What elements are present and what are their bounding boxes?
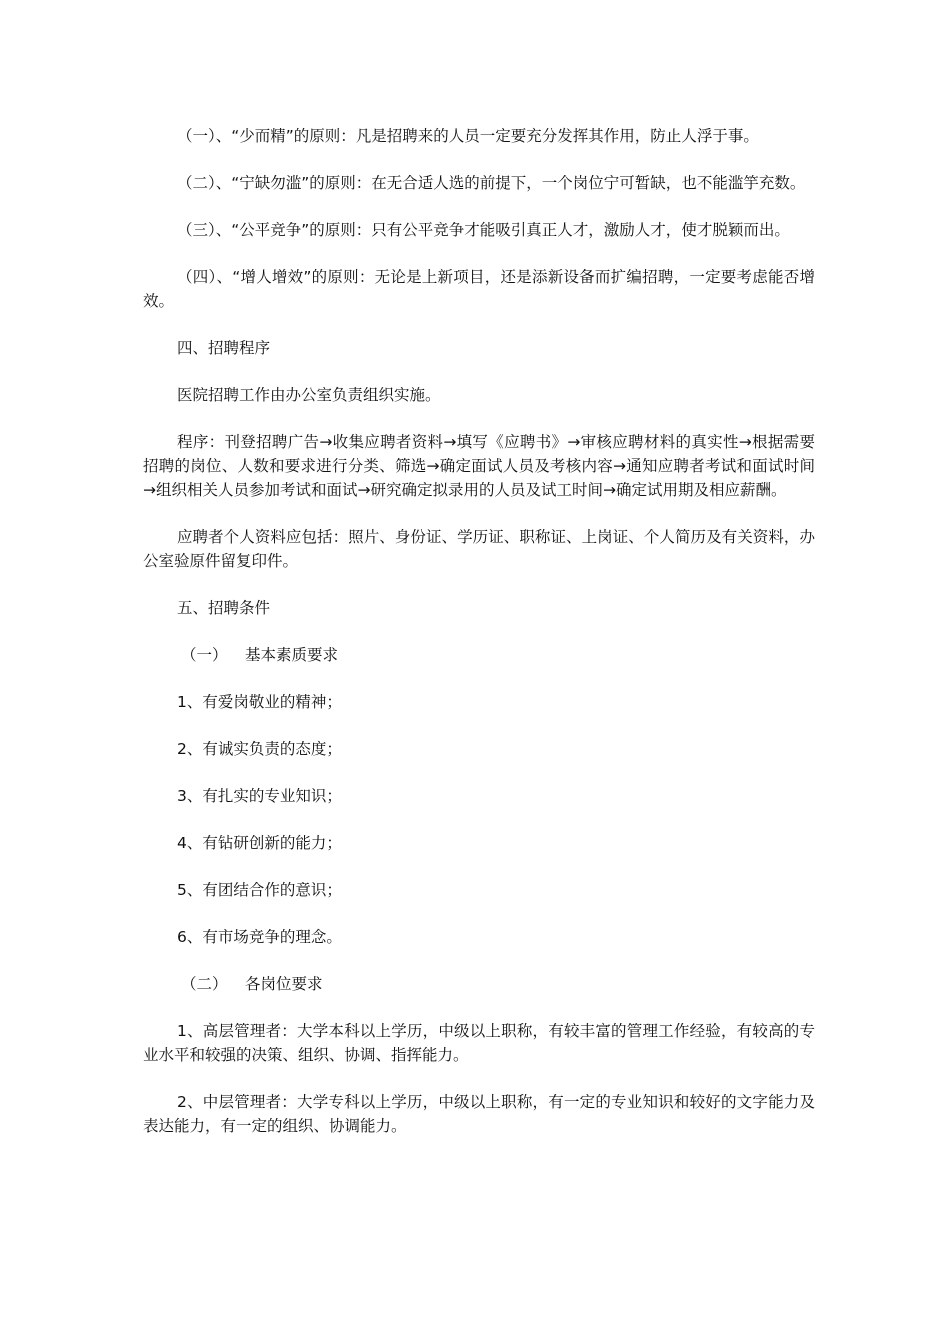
subsection-marker: （二） xyxy=(181,975,228,993)
applicant-materials-paragraph: 应聘者个人资料应包括：照片、身份证、学历证、职称证、上岗证、个人简历及有关资料，办公室验原件留复印件。 xyxy=(143,528,815,570)
basic-requirement-item: 2、有诚实负责的态度； xyxy=(177,740,342,758)
subsection-marker: （一） xyxy=(181,646,228,664)
principle-paragraph-1: （一）、“少而精”的原则：凡是招聘来的人员一定要充分发挥其作用，防止人浮于事。 xyxy=(177,127,759,145)
subsection-heading-positions xyxy=(143,972,815,996)
principle-paragraph-2: （二）、“宁缺勿滥”的原则：在无合适人选的前提下，一个岗位宁可暂缺，也不能滥竽充数。 xyxy=(177,174,806,192)
basic-requirement-item: 4、有钻研创新的能力； xyxy=(177,834,342,852)
principle-paragraph-3: （三）、“公平竞争”的原则：只有公平竞争才能吸引真正人才，激励人才，使才脱颖而出。 xyxy=(177,221,790,239)
procedure-intro-paragraph: 医院招聘工作由办公室负责组织实施。 xyxy=(177,386,441,404)
position-requirement-item: 1、高层管理者：大学本科以上学历，中级以上职称，有较丰富的管理工作经验，有较高的专业水平和较强的决策、组织、协调、指挥能力。 xyxy=(143,1022,815,1064)
basic-requirement-item: 1、有爱岗敬业的精神； xyxy=(177,693,342,711)
basic-requirement-item: 5、有团结合作的意识； xyxy=(177,881,342,899)
subsection-title: 各岗位要求 xyxy=(245,975,323,993)
basic-requirement-item: 3、有扎实的专业知识； xyxy=(177,787,342,805)
basic-requirement-item: 6、有市场竞争的理念。 xyxy=(177,928,342,946)
section-heading-conditions: 五、招聘条件 xyxy=(177,599,271,617)
procedure-steps-paragraph: 程序：刊登招聘广告→收集应聘者资料→填写《应聘书》→审核应聘材料的真实性→根据需要招聘的岗位、人数和要求进行分类、筛选→确定面试人员及考核内容→通知应聘者考试和面试时间→组织相关人员参加考试和面试→研究确定拟录用的人员及试工时间→确定试用期及相应薪酬。 xyxy=(143,433,815,499)
subsection-heading-basic xyxy=(143,643,815,667)
section-heading-procedure: 四、招聘程序 xyxy=(177,339,271,357)
principle-paragraph-4: （四）、“增人增效”的原则：无论是上新项目，还是添新设备而扩编招聘，一定要考虑能否增效。 xyxy=(143,268,815,310)
document-body xyxy=(143,124,815,1161)
position-requirement-item: 2、中层管理者：大学专科以上学历，中级以上职称，有一定的专业知识和较好的文字能力及表达能力，有一定的组织、协调能力。 xyxy=(143,1093,815,1135)
subsection-title: 基本素质要求 xyxy=(245,646,339,664)
